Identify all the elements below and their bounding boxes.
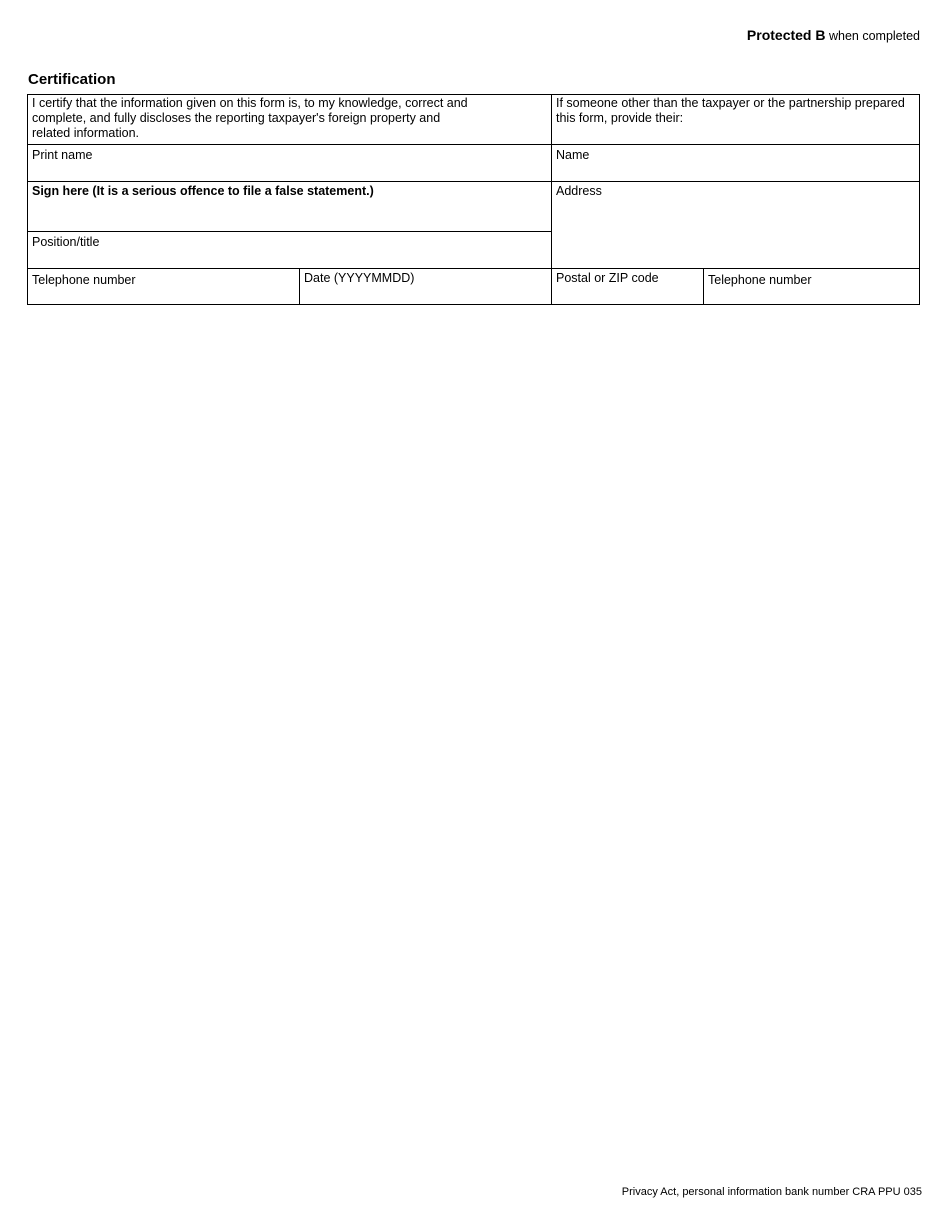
print-name-field[interactable] bbox=[28, 145, 551, 181]
postal-code-label: Postal or ZIP code bbox=[556, 271, 659, 285]
preparer-intro: If someone other than the taxpayer or the partnership prepared this form, provide their: bbox=[556, 96, 905, 125]
telephone-label: Telephone number bbox=[32, 273, 136, 287]
position-title-label: Position/title bbox=[32, 235, 100, 249]
preparer-name-field[interactable] bbox=[552, 145, 919, 181]
signature-field[interactable] bbox=[28, 182, 551, 231]
protected-label: Protected B bbox=[746, 27, 826, 43]
certification-statement: I certify that the information given on this form is, to my knowledge, correct and complete, and fully discloses the reporting taxpayer's foreign property and related information. bbox=[32, 96, 468, 140]
print-name-label: Print name bbox=[32, 148, 93, 162]
address-label: Address bbox=[556, 184, 602, 198]
preparer-telephone-field[interactable] bbox=[704, 269, 919, 304]
postal-code-field[interactable] bbox=[552, 269, 703, 304]
protected-suffix: when completed bbox=[828, 29, 920, 43]
sign-here-label: Sign here (It is a serious offence to file a false statement.) bbox=[32, 184, 374, 198]
preparer-name-label: Name bbox=[556, 148, 590, 162]
preparer-telephone-label: Telephone number bbox=[708, 273, 812, 287]
date-field[interactable] bbox=[300, 269, 551, 304]
certification-form bbox=[27, 94, 920, 305]
section-title-certification: Certification bbox=[28, 71, 116, 88]
date-label: Date (YYYYMMDD) bbox=[304, 271, 415, 285]
privacy-act-footer: Privacy Act, personal information bank number CRA PPU 035 bbox=[621, 1186, 922, 1198]
protected-b-notice bbox=[747, 27, 920, 43]
address-field[interactable] bbox=[552, 182, 919, 268]
position-title-field[interactable] bbox=[28, 232, 551, 268]
telephone-field[interactable] bbox=[28, 269, 299, 304]
